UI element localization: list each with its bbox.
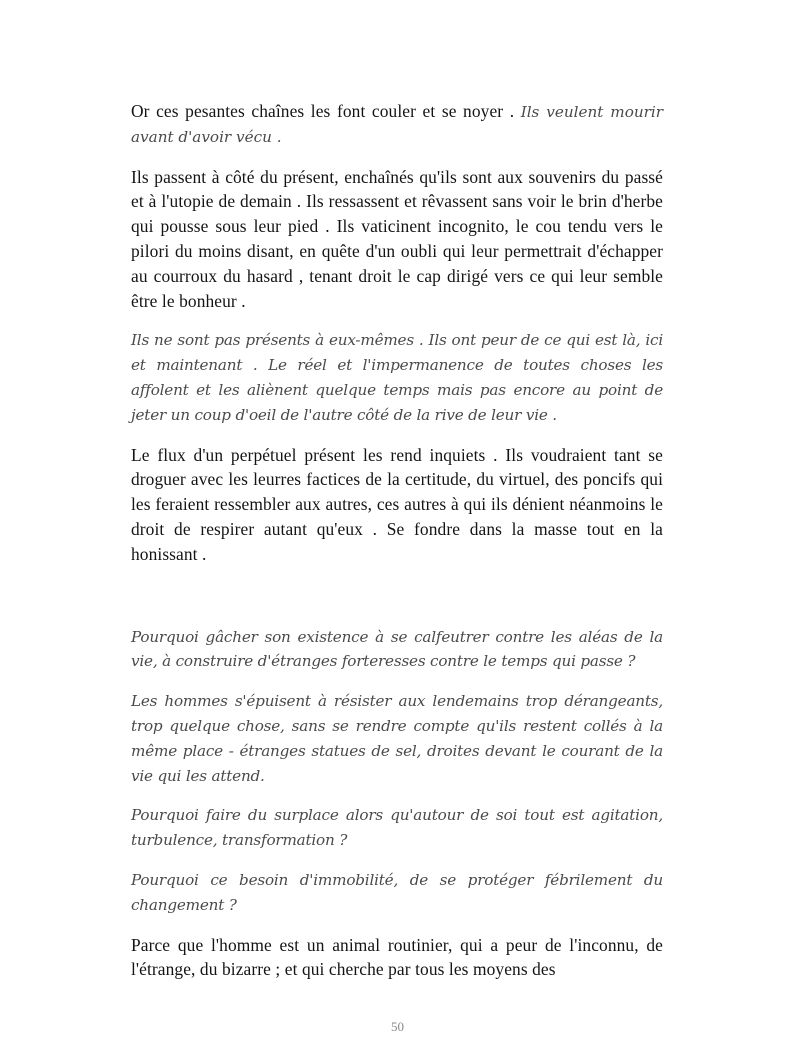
paragraph-2: Ils passent à côté du présent, enchaînés qu'ils sont aux souvenirs du passé et à l'utopie de demain . Ils ressassent et rêvassent sans voir le brin d'herbe qui pousse sous leur pied . Ils vaticinent incognito, le cou tendu vers le pilori du moins disant, en quête d'un oubli qui leur permettrait d'échapper au courroux du hasard , tenant droit le cap dirigé vers ce qui leur semble être le bonheur . [131,166,663,311]
paragraph-5: Pourquoi gâcher son existence à se calfeutrer contre les aléas de la vie, à construire d'étranges forteresses contre le temps qui passe ? [131,627,663,671]
paragraph-9: Parce que l'homme est un animal routinier, qui a peur de l'inconnu, de l'étrange, du bizarre ; et qui cherche par tous les moyens des [131,934,663,980]
paragraph-4: Le flux d'un perpétuel présent les rend inquiets . Ils voudraient tant se droguer avec les leurres factices de la certitude, du virtuel, des poncifs qui les feraient ressembler aux autres, ces autres à qui ils dénient néanmoins le droit de respirer autant qu'eux . Se fondre dans la masse tout en la honissant . [131,444,663,564]
paragraph-3: Ils ne sont pas présents à eux-mêmes . Ils ont peur de ce qui est là, ici et maintenant . Le réel et l'impermanence de toutes choses les affolent et les aliènent quelque temps mais pas encore au point de jeter un coup d'oeil de l'autre côté de la rive de leur vie . [131,331,663,424]
paragraph-7: Pourquoi faire du surplace alors qu'autour de soi tout est agitation, turbulence, transformation ? [131,806,663,850]
page-number: 50 [391,1019,404,1034]
paragraph-8: Pourquoi ce besoin d'immobilité, de se protéger fébrilement du changement ? [131,870,663,914]
paragraph-6: Les hommes s'épuisent à résister aux lendemains trop dérangeants, trop quelque chose, sans se rendre compte qu'ils restent collés à la même place - étranges statues de sel, droites devant le courant de la vie qui les attend. [131,692,663,785]
paragraph-1-roman-text: Or ces pesantes chaînes les font couler et se noyer . [131,101,521,121]
paragraph-1-italic-text: Ils veulent mourir avant d'avoir vécu . [131,103,663,146]
paragraph-1 [131,99,663,150]
page-body [131,99,663,982]
